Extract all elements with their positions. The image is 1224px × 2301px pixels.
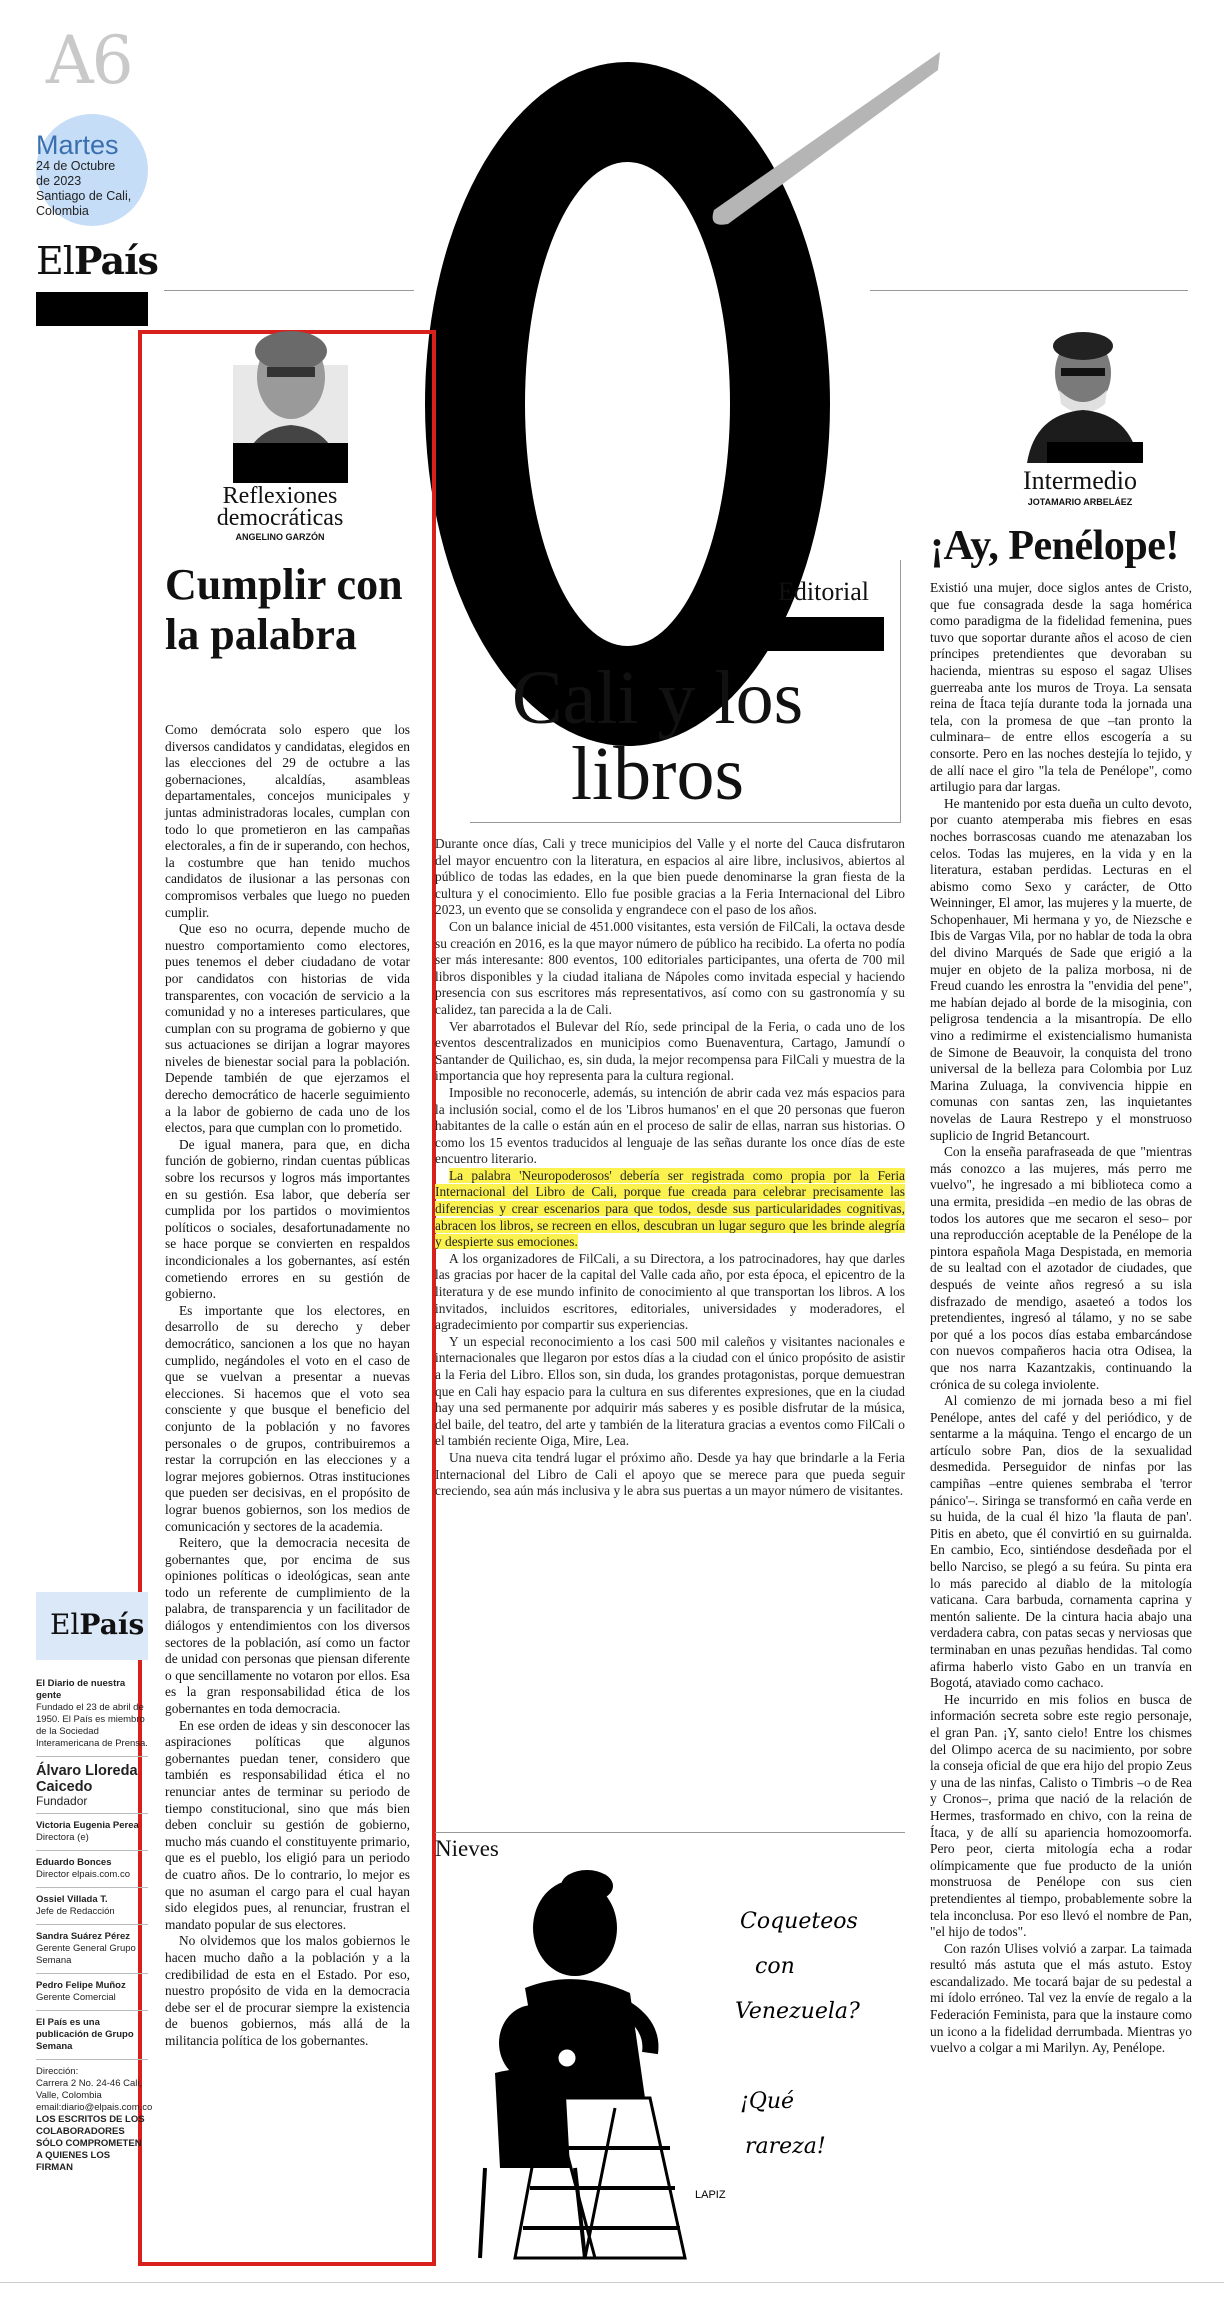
logo-el: El	[50, 1608, 80, 1641]
editorial-bar	[766, 617, 884, 651]
staff-name: Sandra Suárez Pérez	[36, 1931, 130, 1942]
editorial-headline	[460, 656, 855, 816]
header-rule	[164, 290, 414, 291]
logo-pais: País	[73, 238, 158, 283]
editorial-divider	[470, 822, 901, 823]
cartoon-speech-text: rareza!	[745, 2134, 826, 2159]
staff-name: Ossiel Villada T.	[36, 1894, 108, 1905]
paragraph: A los organizadores de FilCali, a su Directora, a los patrocinadores, hay que darles las gracias por hacer de la capital del Valle cada año, por esta época, el epicentro de la literatura y de ese mundo infinito de conocimiento al que transportan los libros. A los invitados, incluidos escritores, editoriales, universidades y moderadores, el agradecimiento por compartir sus experiencias.	[435, 1250, 905, 1333]
date-line: de 2023	[36, 174, 82, 188]
disclaimer: LOS ESCRITOS DE LOS COLABORADORES SÓLO COMPROMETEN A QUIENES LOS FIRMAN	[36, 2114, 145, 2173]
column-body	[930, 580, 1192, 2057]
editorial-body	[435, 836, 905, 1500]
column-section-title: Intermedio	[1022, 466, 1138, 495]
headline-line: Cali y los	[511, 656, 804, 740]
email: email:diario@elpais.com.co	[36, 2102, 153, 2113]
staff-name: Victoria Eugenia Perea	[36, 1820, 139, 1831]
highlight: La palabra 'Neuropoderosos' debería ser registrada como propia por la Feria Internacional del Libro de Cali, porque fue creada para celebrar precisamente las diferencias y crear escenarios para que todos, desde sus particularidades cognitivas, abracen los libros, se recreen en ellos, descubran un lugar seguro que les brinde alegría y despierte sus emociones.	[435, 1167, 905, 1250]
paragraph: Existió una mujer, doce siglos antes de Cristo, que fue consagrada desde la saga homérica como paradigma de la fidelidad femenina, pues tuvo que soportar durante años el acoso de cien príncipes pretendientes que devoraban su hacienda, mientras su esposo el sagaz Ulises guerreaba ante los muros de Troya. La sensata reina de Ítaca tejía durante toda la jornada una tela, con la promesa de que –tan pronto la culminara– de entre ellos escogería a su consorte. Pero en las noches destejía lo tejido, y de allí nace el giro "la tela de Penélope", como artilugio para dar largas.	[930, 580, 1192, 795]
staff-role: Jefe de Redacción	[36, 1906, 115, 1917]
founder-name: Álvaro Lloreda Caicedo	[36, 1763, 138, 1795]
cartoon-speech-text: Coqueteos	[740, 1909, 858, 1934]
accent-mark-graphic	[700, 52, 950, 232]
column-headline: ¡Ay, Penélope!	[930, 523, 1179, 569]
paragraph: Ver abarrotados el Bulevar del Río, sede principal de la Feria, o cada uno de los eventos descentralizados en municipios como Buenaventura, Cartago, Jamundí o Santander de Quilichao, es, sin duda, la mejor recompensa para FilCali y muestra de la importancia que hoy representa para la cultura regional.	[435, 1018, 905, 1084]
paragraph: Una nueva cita tendrá lugar el próximo año. Desde ya hay que brindarle a la Feria Internacional del Libro de Cali el apoyo que se merece para que pueda seguir creciendo, sea aún más inclusiva y le abra sus puertas a un mayor número de visitantes.	[435, 1449, 905, 1499]
paragraph: De igual manera, para que, en dicha función de gobierno, rindan cuentas públicas sobre los recursos y logros más importantes en su gestión. Esa labor, que debería ser cumplida por los partidos o movimientos políticos o sociales, desafortunadamente no se hace porque se convierten en respaldos incondicionales a los gobernantes, así estén cometiendo errores en su gestión de gobierno.	[165, 1136, 410, 1302]
author-portrait-arbelaez	[1023, 318, 1143, 463]
page-number: A6	[46, 22, 132, 99]
date-line: 24 de Octubre	[36, 159, 116, 173]
author-portrait-garzon	[233, 325, 348, 483]
paragraph: Con razón Ulises volvió a zarpar. La taimada resultó más astuta que el más astuto. Estoy escandalizado. Me tocará bajar de su pedestal a mi ídolo erróneo. Tal vez la envíe de regalo a la Federación Feminista, para que la instaure como un icono a la fidelidad derrumbada. Mientras yo vuelvo a colgar a mi Marilyn. Ay, Penélope.	[930, 1940, 1192, 2056]
staff-role: Directora (e)	[36, 1832, 89, 1843]
date-weekday: Martes	[36, 130, 119, 160]
date-line: Santiago de Cali,	[36, 189, 132, 203]
date-line: Colombia	[36, 204, 89, 218]
paragraph: Durante once días, Cali y trece municipios del Valle y el norte del Cauca disfrutaron del mayor encuentro con la literatura, en espacios al aire libre, inclusivos, abiertos al público de todas las edades, en la que bien puede denominarse la gran fiesta de la cultura y el conocimiento. Ello fue posible gracias a la Feria Internacional del Libro 2023, un evento que se consolida y engrandece con el paso de los años.	[435, 836, 905, 918]
staff-name: Eduardo Bonces	[36, 1857, 112, 1868]
masthead	[36, 1672, 153, 2180]
cartoon-label: Nieves	[435, 1836, 499, 1861]
masthead-logo	[50, 1608, 144, 1641]
paragraph: He mantenido por esta dueña un culto devoto, por cuanto atemperaba mis fiebres en esas noches borrascosas cuando me atenazaban los celos. Todas las mujeres, en la vida y en la literatura, estaban perdidas. Lecturas en el abismo como Sexo y carácter, de Otto Weinninger, El amor, las mujeres y la muerte, de Schopenhauer, Mi hermana y yo, de Niezsche e Ibis de Vargas Vila, por no hablar de toda la obra del divino Marqués de Sade que erigió a la mujer en objeto de la paliza morbosa, ni de Freud cuando les enrostra la "envidia del pene", me habían dejado al borde de la misoginia, con peligrosa tendencia a la misantropía. De ello vino a redimirme el existencialismo humanista de Simone de Beauvoir, la conquista del trono universal de la belleza para Colombia por Luz Marina Zuluaga, la convivencia hippie en comunas con santas zen, las inquietantes novelas de Laura Restrepo y el monstruoso suplicio de Ingrid Betancourt.	[930, 795, 1192, 1143]
cartoon-rule	[435, 1832, 905, 1833]
editorial-divider	[900, 560, 901, 822]
footer-rule	[0, 2282, 1224, 2283]
address: Carrera 2 No. 24-46 Cali, Valle, Colombia	[36, 2078, 143, 2101]
paragraph: Que eso no ocurra, depende mucho de nuestro comportamiento como electores, pues tenemos el deber ciudadano de votar por candidatos con historias de vida transparentes, con vocación de servicio a la comunidad y no a intereses particulares, que cumplan con su programa de gobierno y que sus actuaciones se dirijan a lograr mayores niveles de bienestar social para la población. Depende también de que ejerzamos el derecho democrático de hacerle seguimiento a la labor de gobierno de cada uno de los electos, para que cumplan con lo prometido.	[165, 921, 410, 1136]
paragraph: Y un especial reconocimiento a los casi 500 mil caleños y visitantes nacionales e internacionales que llegaron por estos días a la ciudad con el único propósito de asistir a la Feria del Libro. Ellos son, sin duda, los grandes protagonistas, porque demuestran que en Cali hay espacio para la cultura en sus diferentes expresiones, que en la ciudad hay una sed permanente por adquirir más saberes y es posible disfrutar de la música, del baile, del teatro, del arte y también de la literatura gracias a eventos como FilCali o el también reciente Oiga, Mire, Lea.	[435, 1333, 905, 1449]
paragraph: Imposible no reconocerle, además, su intención de abrir cada vez más espacios para la inclusión social, como el de los 'Libros humanos' en el que 20 personas que fueron habitantes de la calle o están aún en el proceso de salir de ellas, narran sus historias. O como los 15 eventos traducidos al lenguaje de las señas durante los once días de este encuentro literario.	[435, 1084, 905, 1167]
paragraph: Al comienzo de mi jornada beso a mi fiel Penélope, antes del café y del periódico, y de sentarme a la máquina. Tengo el encargo de un artículo sobre Pan, dios de la sexualidad desmedida. Perseguidor de ninfas por las campiñas –entre quienes sembraba el 'terror pánico'–. Siringa se transformó en caña verde en su huida, de la cual él hizo 'la flauta de pan'. Pitis en abeto, que él convirtió en su guirnalda. En cambio, Eco, sintiéndose desdeñada por el bello Narciso, se plegó a su feúra. Su pinta era lo más parecido al diablo de la mitología vaticana. Cara barbuda, cornamenta caprina y mentón saliente. De la cintura hacia abajo una verdadera cabra, con patas secas y nerviosas que terminaban en unas pezuñas hendidas. Tal como afirma haberlo visto Gabo en un tranvía en Bogotá, ataviado como cachaco.	[930, 1393, 1192, 1691]
paragraph: Como demócrata solo espero que los diversos candidatos y candidatas, elegidos en las elecciones del 29 de octubre a las gobernaciones, alcaldías, asambleas departamentales, concejos municipales y juntas administradoras locales, cumplan con todo lo que prometieron en las campañas electorales, a fin de ir superando, con hechos, la costumbre que han tenido muchos candidatos de ilusionar a las personas con compromisos verbales que luego no pueden cumplir.	[165, 722, 410, 920]
cartoon-speech-text: con	[755, 1954, 795, 1979]
column-author: JOTAMARIO ARBELÁEZ	[1027, 497, 1133, 507]
header-rule	[870, 290, 1188, 291]
cartoon-speech-text: Venezuela?	[735, 1999, 860, 2024]
newspaper-logo	[36, 238, 158, 283]
logo-el: El	[36, 239, 74, 283]
masthead-intro-text: Fundado el 23 de abril de 1950. El País es miembro de la Sociedad Interamericana de Prensa.	[36, 1702, 148, 1749]
column-author: ANGELINO GARZÓN	[235, 532, 325, 542]
column-body	[165, 722, 410, 2050]
editorial-label: Editorial	[778, 577, 869, 606]
column-headline: Cumplir con la palabra	[165, 560, 403, 659]
paragraph: No olvidemos que los malos gobiernos le hacen mucho daño a la población y a la credibilidad de esta en el Estado. Por eso, nuestro propósito de vida en la democracia debe ser el de procurar siempre la existencia de buenos gobiernos, más allá de la militancia política de los gobernantes.	[165, 1933, 410, 2048]
founder-role: Fundador	[36, 1794, 88, 1808]
highlighted-paragraph	[435, 1168, 905, 1251]
address-label: Dirección:	[36, 2066, 79, 2077]
cartoon-signature: LAPIZ	[695, 2189, 726, 2201]
paragraph: Con la enseña parafraseada de que "mientras más conozco a las mujeres, más perro me vuelvo", he ingresado a mi biblioteca como a una ermita, presidida –en medio de las obras de todos los autores que me secaron el seso– por una reproducción aceptable de la Penélope de la pintora española Maga Despistada, en memoria de su lealtad con el azotador de ciudades, que después de veinte años regresó a su isla disfrazado de mendigo, asaeteó a todos los pretendientes, ingresó al tálamo, y no se sabe por qué a los pocos días estaba embarcándose con nuevos compañeros hacia otra Odisea, la que nos narra Kazantzakis, continuando la crónica de su colega inviolente.	[930, 1144, 1192, 1392]
paragraph: He incurrido en mis folios en busca de información secreta sobre este regio personaje, el gran Pan. ¡Y, santo cielo! Entre los chismes del Olimpo acerca de su nacimiento, por sobre la conseja oficial de que era hijo del propio Zeus y una de las ninfas, Calisto o Timbris –o de Rea y Cronos–, prima que nació de la relación de Hermes, trasformado en chivo, con la reina de Ítaca, y de allí su apariencia homozoomorfa. Pero peor, cierta mitología echa a rodar olímpicamente que fue producto de la unión monstruosa de Penélope con sus cien pretendientes al tiempo, probablemente sobre la tela inconclusa. Por eso llevó el nombre de Pan, "el hijo de todos".	[930, 1691, 1192, 1940]
staff-name: Pedro Felipe Muñoz	[36, 1980, 126, 1991]
masthead-intro-title: El Diario de nuestra gente	[36, 1678, 126, 1701]
headline-line: libros	[570, 732, 745, 816]
publication-note: El País es una publicación de Grupo Semana	[36, 2017, 134, 2052]
paragraph: Con un balance inicial de 451.000 visitantes, esta versión de FilCali, la octava desde su creación en 2016, es la que mayor número de público ha recibido. La oferta no podía ser más interesante: 800 eventos, 100 editoriales participantes, una oferta de 700 mil libros disponibles y la ciudad italiana de Nápoles como invitada especial y haciendo presencia con sus escritores más representativos, así como con su gastronomía y su calidez, tan parecida a la de Cali.	[435, 918, 905, 1017]
staff-role: Gerente General Grupo Semana	[36, 1943, 136, 1966]
logo-bar	[36, 292, 148, 326]
paragraph: Es importante que los electores, en desarrollo de su derecho y deber democrático, sancionen a los que no hayan cumplido, negándoles el voto en el caso de que se vuelvan a presentar a nuevas elecciones. Si hacemos que el voto sea consciente y que busque el beneficio del conjunto de la población y no favores personales o de grupos, contribuiremos a restar la corrupción en las elecciones y a lograr mejores gobiernos. Otras instituciones que pueden ser decisivas, en el propósito de lograr buenos gobiernos, son los medios de comunicación y sectores de la academia.	[165, 1302, 410, 1534]
staff-role: Director elpais.com.co	[36, 1869, 130, 1880]
paragraph: En ese orden de ideas y sin desconocer las aspiraciones políticas que algunos gobernantes puedan tener, considero que también es responsabilidad ética el no renunciar antes de terminar su periodo de tiempo constitucional, sino que más bien deben concluir su gestión de gobierno, mucho más cuando el constituyente primario, que es el pueblo, los eligió para un periodo de cuatro años. De lo contrario, lo mejor es que no asuman el cargo para el cual hayan sido elegidos pues, al renunciar, frustran el mandato popular de sus electores.	[165, 1717, 410, 1932]
logo-pais: País	[79, 1608, 145, 1641]
column-section-title: Reflexiones democráticas	[216, 483, 344, 531]
cartoon-drawing	[455, 1868, 895, 2263]
staff-role: Gerente Comercial	[36, 1992, 116, 2003]
date-detail	[36, 159, 156, 219]
cartoon-speech-text: ¡Qué	[740, 2089, 795, 2114]
paragraph: Reitero, que la democracia necesita de gobernantes que, por encima de sus opiniones políticas o ideológicas, sean ante todo un referente de cumplimiento de la palabra, de transparencia y un facilitador de diálogos y entendimientos con los diversos sectores de la población, así como un factor de unidad con personas que piensan diferente o que sencillamente no votaron por ellos. Esa es la gran responsabilidad ética de los gobernantes en toda democracia.	[165, 1535, 410, 1717]
